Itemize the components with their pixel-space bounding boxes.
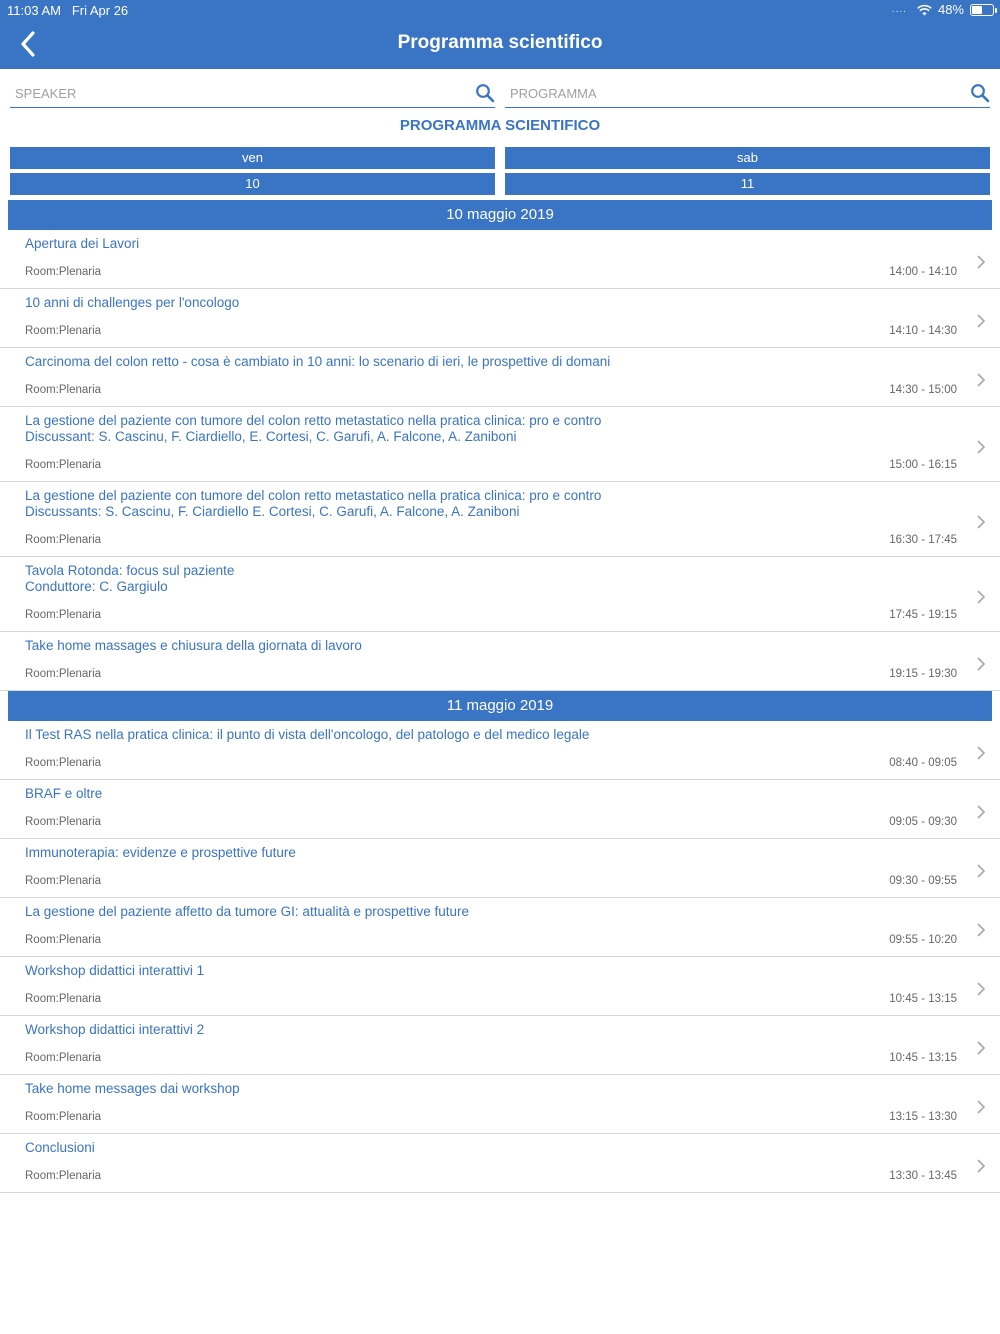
day-weekday-ven[interactable]: ven [10,147,495,169]
chevron-right-icon [976,514,986,530]
program-item-title-text: Carcinoma del colon retto - cosa è cambiato in 10 anni: lo scenario di ieri, le prospettive di domani [25,354,611,369]
programma-search-input[interactable] [505,80,990,106]
program-item-title [25,904,945,920]
chevron-right-icon [976,1099,986,1115]
program-item-room: Room:Plenaria [25,993,102,1005]
chevron-right-icon [976,804,986,820]
program-item-title-text: Workshop didattici interattivi 2 [25,1022,205,1037]
program-item-time: 09:55 - 10:20 [889,934,957,946]
program-item-title [25,354,945,370]
program-item-title-text: Il Test RAS nella pratica clinica: il punto di vista dell'oncologo, del patologo e del medico legale [25,727,590,742]
program-item-time: 08:40 - 09:05 [889,757,957,769]
status-indicators [892,2,994,17]
program-item-title-text: Immunoterapia: evidenze e prospettive future [25,845,296,860]
program-item-subtitle: Conduttore: C. Gargiulo [25,579,168,594]
program-item-time: 17:45 - 19:15 [889,609,957,621]
programma-search[interactable] [505,80,990,108]
status-date: Fri Apr 26 [71,3,129,18]
program-item-room: Room:Plenaria [25,668,102,680]
program-item-time: 14:10 - 14:30 [889,325,957,337]
program-item-title [25,727,945,743]
search-icon[interactable] [970,83,990,103]
program-item-time: 13:15 - 13:30 [889,1111,957,1123]
section-heading: PROGRAMMA SCIENTIFICO [399,117,601,134]
program-item-room: Room:Plenaria [25,266,102,278]
program-item[interactable] [0,482,1000,557]
chevron-right-icon [976,863,986,879]
program-item-room: Room:Plenaria [25,384,102,396]
speaker-search[interactable] [10,80,495,108]
date-section-header: 11 maggio 2019 [8,691,992,721]
program-item-title [25,1140,945,1156]
program-item[interactable] [0,1075,1000,1134]
program-item-time: 10:45 - 13:15 [889,1052,957,1064]
program-item-room: Room:Plenaria [25,459,102,471]
program-item-title-text: 10 anni di challenges per l'oncologo [25,295,240,310]
program-item-room: Room:Plenaria [25,1111,102,1123]
program-item-title-text: Conclusioni [25,1140,95,1155]
program-item-subtitle: Discussant: S. Cascinu, F. Ciardiello, E. Cortesi, C. Garufi, A. Falcone, A. Zaniboni [25,429,517,444]
program-item[interactable] [0,289,1000,348]
program-item-title-text: La gestione del paziente con tumore del colon retto metastatico nella pratica clinica: pro e contro [25,488,602,503]
program-item-title [25,488,945,520]
program-item[interactable] [0,557,1000,632]
program-item-title [25,845,945,861]
navigation-bar [0,0,1000,69]
program-item-title-text: Take home massages e chiusura della giornata di lavoro [25,638,362,653]
program-item-title [25,236,945,252]
program-item-room: Room:Plenaria [25,1170,102,1182]
battery-percent: 48% [937,2,964,17]
chevron-right-icon [976,439,986,455]
program-item-title [25,563,945,595]
signal-icon: .... [891,4,907,15]
program-item-room: Room:Plenaria [25,325,102,337]
program-item[interactable] [0,898,1000,957]
program-item-title-text: La gestione del paziente con tumore del colon retto metastatico nella pratica clinica: pro e contro [25,413,602,428]
program-item[interactable] [0,780,1000,839]
chevron-right-icon [976,254,986,270]
day-number-11[interactable]: 11 [505,173,990,195]
program-item-title-text: BRAF e oltre [25,786,103,801]
program-item-title [25,963,945,979]
program-item-title [25,786,945,802]
program-item[interactable] [0,1134,1000,1193]
program-item[interactable] [0,839,1000,898]
program-item[interactable] [0,632,1000,691]
program-item-time: 09:30 - 09:55 [889,875,957,887]
speaker-search-input[interactable] [10,80,495,106]
program-item-time: 10:45 - 13:15 [889,993,957,1005]
program-item-time: 09:05 - 09:30 [889,816,957,828]
program-item-time: 16:30 - 17:45 [889,534,957,546]
program-item-time: 15:00 - 16:15 [889,459,957,471]
program-item-room: Room:Plenaria [25,534,102,546]
program-item-room: Room:Plenaria [25,816,102,828]
program-item-title [25,1081,945,1097]
day-number-10[interactable]: 10 [10,173,495,195]
battery-icon [970,4,994,16]
chevron-right-icon [976,745,986,761]
chevron-right-icon [976,1040,986,1056]
program-item-title [25,638,945,654]
chevron-right-icon [976,922,986,938]
chevron-right-icon [976,589,986,605]
program-item-time: 14:00 - 14:10 [889,266,957,278]
chevron-right-icon [976,1158,986,1174]
chevron-right-icon [976,372,986,388]
status-time [7,3,128,18]
search-icon[interactable] [475,83,495,103]
program-item-title [25,1022,945,1038]
program-item-room: Room:Plenaria [25,934,102,946]
program-item[interactable] [0,721,1000,780]
program-item[interactable] [0,230,1000,289]
program-item-time: 14:30 - 15:00 [889,384,957,396]
program-item-title-text: Tavola Rotonda: focus sul paziente [25,563,235,578]
program-item-room: Room:Plenaria [25,875,102,887]
date-section-header: 10 maggio 2019 [8,200,992,230]
program-item-title-text: Take home messages dai workshop [25,1081,240,1096]
chevron-right-icon [976,656,986,672]
day-weekday-sab[interactable]: sab [505,147,990,169]
program-item-room: Room:Plenaria [25,757,102,769]
program-item-title-text: Workshop didattici interattivi 1 [25,963,205,978]
program-item[interactable] [0,1016,1000,1075]
program-item[interactable] [0,957,1000,1016]
program-item-room: Room:Plenaria [25,1052,102,1064]
program-item-room: Room:Plenaria [25,609,102,621]
program-item-time: 13:30 - 13:45 [889,1170,957,1182]
program-item[interactable] [0,407,1000,482]
program-item-subtitle: Discussants: S. Cascinu, F. Ciardiello E. Cortesi, C. Garufi, A. Falcone, A. Zaniboni [25,504,520,519]
program-item[interactable] [0,348,1000,407]
page-title: Programma scientifico [397,32,603,53]
program-item-title-text: Apertura dei Lavori [25,236,140,251]
program-item-title [25,295,945,311]
program-item-time: 19:15 - 19:30 [889,668,957,680]
program-item-title-text: La gestione del paziente affetto da tumore GI: attualità e prospettive future [25,904,470,919]
status-clock: 11:03 AM [7,3,61,18]
wifi-icon [917,4,932,16]
chevron-right-icon [976,981,986,997]
chevron-right-icon [976,313,986,329]
program-item-title [25,413,945,445]
